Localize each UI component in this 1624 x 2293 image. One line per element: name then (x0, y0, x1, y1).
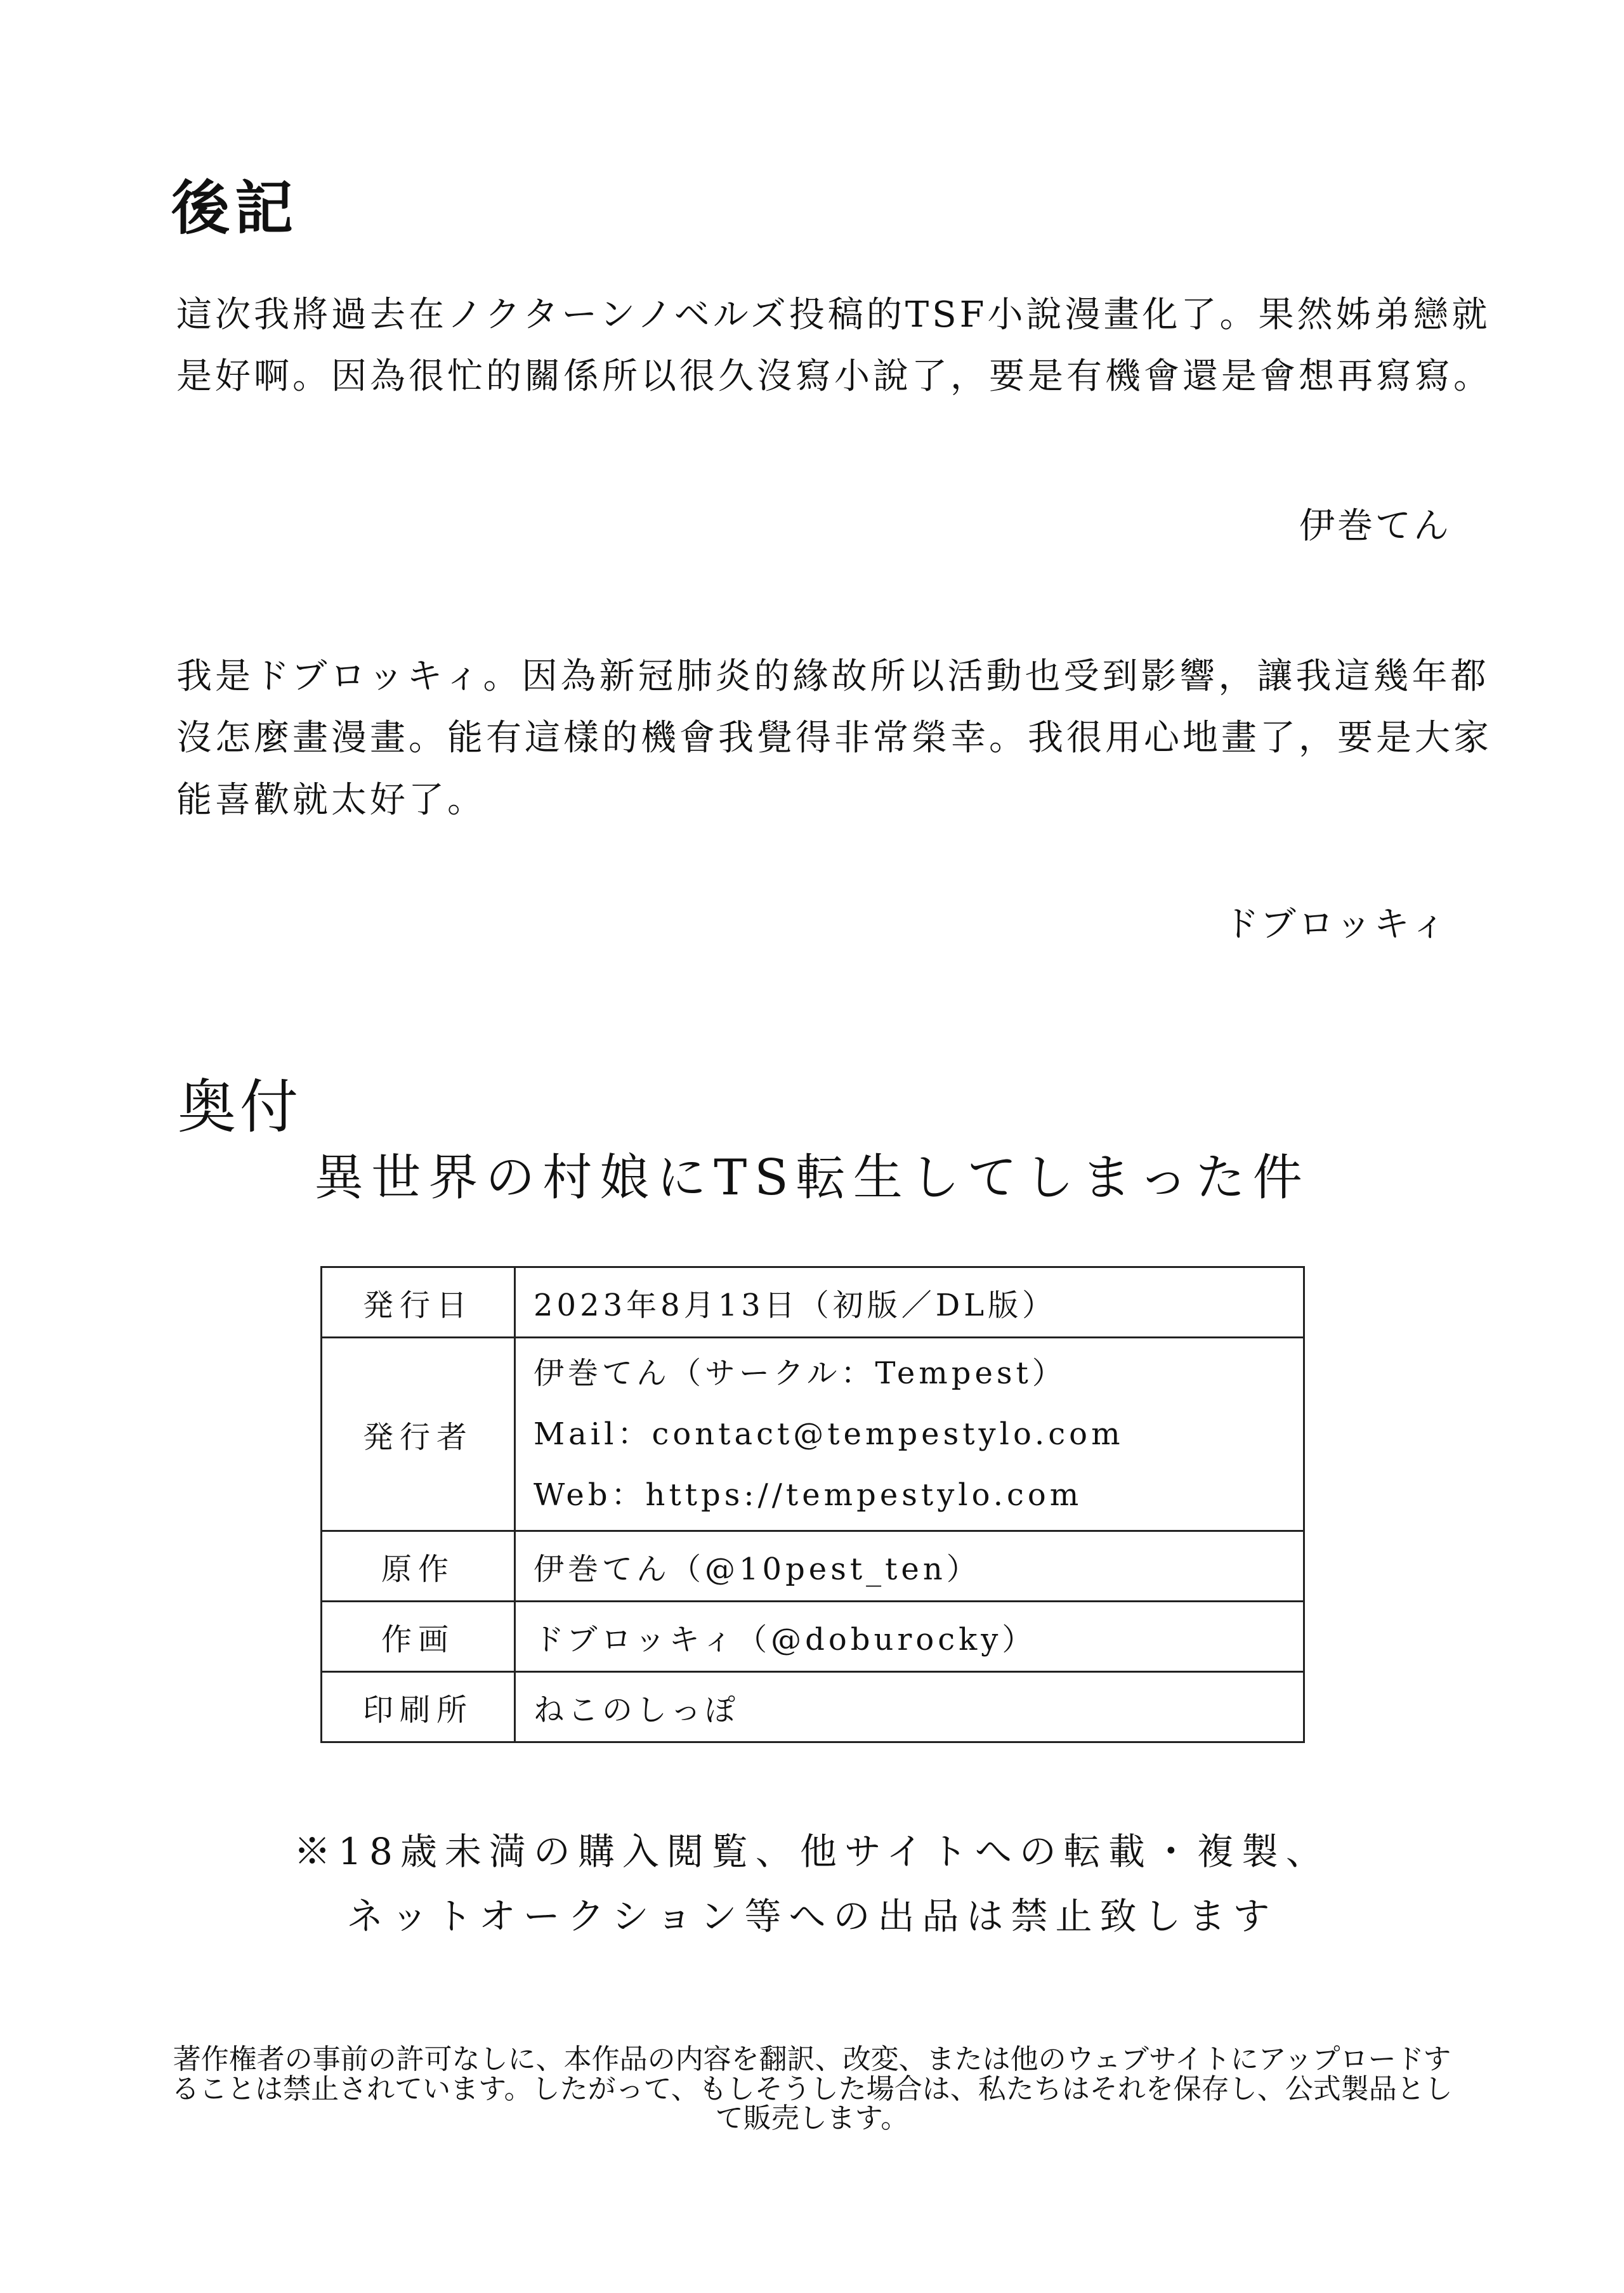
table-row-release-date (322, 1267, 1304, 1338)
original-label: 原作 (322, 1531, 515, 1602)
colophon-table (320, 1266, 1305, 1743)
age-notice-line-2: ネットオークション等への出品は禁止致します (346, 1895, 1278, 1938)
printer-value: ねこのしっぽ (515, 1672, 1304, 1742)
release-date-value: 2023年8月13日（初版／DL版） (515, 1267, 1304, 1338)
publisher-value (515, 1338, 1304, 1531)
publisher-label: 発行者 (322, 1338, 515, 1531)
work-title: 異世界の村娘にTS転生してしまった件 (314, 1149, 1310, 1206)
age-notice-line-1: ※18歳未満の購入閲覧、他サイトへの転載・複製、 (294, 1830, 1330, 1873)
printer-label: 印刷所 (322, 1672, 515, 1742)
publisher-web: Web：https://tempestylo.com (534, 1477, 1083, 1513)
publisher-name: 伊巻てん（サークル：Tempest） (534, 1356, 1066, 1391)
table-row-artwork (322, 1602, 1304, 1672)
original-value: 伊巻てん（@10pest_ten） (515, 1531, 1304, 1602)
copyright-notice: 著作権者の事前の許可なしに、本作品の内容を翻訳、改変、または他のウェブサイトにアップロードすることは禁止されています。したがって、もしそうした場合は、私たちはそれを保存し、公式製品として販売します。 (171, 2043, 1453, 2135)
afterword-heading: 後記 (171, 174, 299, 242)
afterword-paragraph-artist: 我是ドブロッキィ。因為新冠肺炎的緣故所以活動也受到影響，讓我這幾年都沒怎麼畫漫畫。能有這樣的機會我覺得非常榮幸。我很用心地畫了，要是大家能喜歡就太好了。 (176, 656, 1492, 821)
colophon-heading: 奥付 (178, 1073, 303, 1141)
afterword-paragraph-author: 這次我將過去在ノクターンノベルズ投稿的TSF小說漫畫化了。果然姊弟戀就是好啊。因為很忙的關係所以很久沒寫小說了，要是有機會還是會想再寫寫。 (176, 294, 1492, 398)
publisher-mail: Mail：contact@tempestylo.com (534, 1416, 1124, 1452)
table-row-publisher (322, 1338, 1304, 1531)
release-date-label: 発行日 (322, 1267, 515, 1338)
artwork-label: 作画 (322, 1602, 515, 1672)
table-row-original (322, 1531, 1304, 1602)
table-row-printer (322, 1672, 1304, 1742)
afterword-signature-artist: ドブロッキィ (1223, 904, 1449, 945)
artwork-value: ドブロッキィ（@doburocky） (515, 1602, 1304, 1672)
afterword-signature-author: 伊巻てん (1299, 506, 1451, 547)
